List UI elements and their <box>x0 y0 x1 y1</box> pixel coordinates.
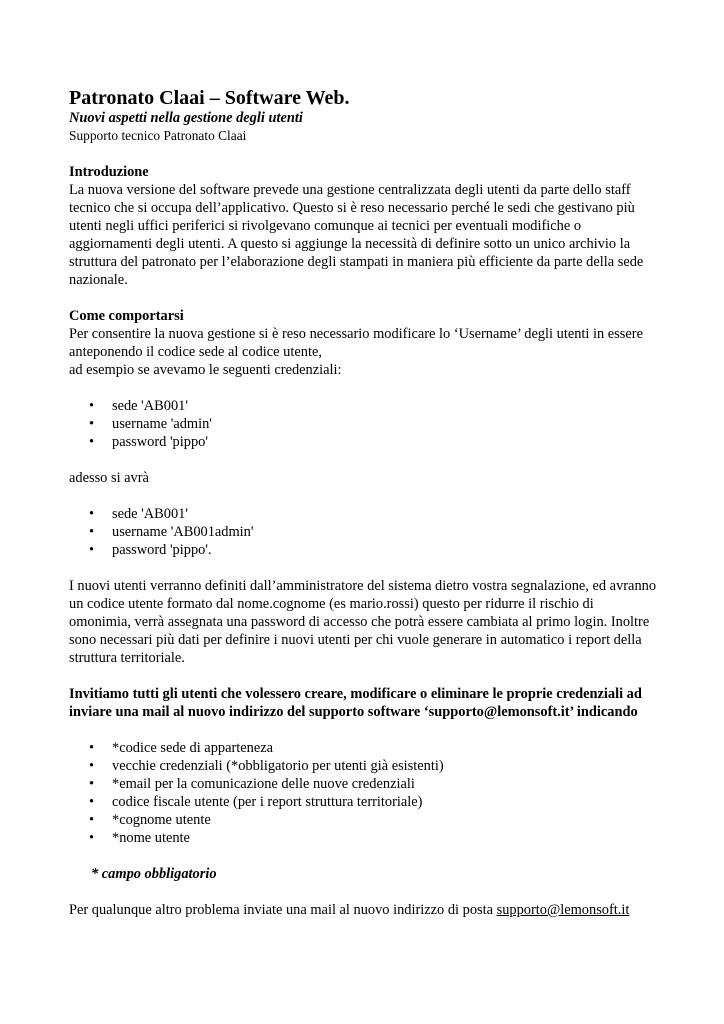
list-item: • username 'AB001admin' <box>69 523 659 541</box>
list-item: • *cognome utente <box>69 811 659 829</box>
required-fields-list <box>69 739 659 847</box>
mandatory-note: * campo obbligatorio <box>91 866 217 882</box>
list-item: • username 'admin' <box>69 415 659 433</box>
list-item: • sede 'AB001' <box>69 397 659 415</box>
invite-paragraph: Invitiamo tutti gli utenti che volessero creare, modificare o eliminare le proprie credenziali ad inviare una mail al nuovo indirizzo del supporto software ‘supporto@lemonsoft.it’ indicando <box>69 686 642 720</box>
behaviour-heading: Come comportarsi <box>69 308 184 324</box>
list-item: • sede 'AB001' <box>69 505 659 523</box>
list-item: • *nome utente <box>69 829 659 847</box>
list-item: • password 'pippo' <box>69 433 659 451</box>
footer-text: Per qualunque altro problema inviate una mail al nuovo indirizzo di posta <box>69 902 497 918</box>
list-item: • codice fiscale utente (per i report struttura territoriale) <box>69 793 659 811</box>
document-content <box>69 86 659 919</box>
support-email-link[interactable]: supporto@lemonsoft.it <box>496 902 630 918</box>
footer-paragraph <box>69 901 659 919</box>
list-item: • vecchie credenziali (*obbligatorio per utenti già esistenti) <box>69 757 659 775</box>
document-author: Supporto tecnico Patronato Claai <box>69 128 247 143</box>
document-subtitle: Nuovi aspetti nella gestione degli utenti <box>69 110 303 126</box>
list-item: • *email per la comunicazione delle nuove credenziali <box>69 775 659 793</box>
list-item: • *codice sede di apparteneza <box>69 739 659 757</box>
behaviour-paragraph: Per consentire la nuova gestione si è reso necessario modificare lo ‘Username’ degli utenti in essere anteponendo il codice sede al codice utente, <box>69 326 643 360</box>
example-intro: ad esempio se avevamo le seguenti credenziali: <box>69 362 342 378</box>
intro-heading: Introduzione <box>69 164 149 180</box>
document-title: Patronato Claai – Software Web. <box>69 87 350 109</box>
new-users-paragraph: I nuovi utenti verranno definiti dall’amministratore del sistema dietro vostra segnalazione, ed avranno un codice utente formato dal nome.cognome (es mario.rossi) questo per ridurre il rischio di omonimia, verrà assegnata una password di accesso che potrà essere cambiata al primo login. Inoltre sono necessari più dati per definire i nuovi utenti per chi vuole generare in automatico i report della struttura territoriale. <box>69 578 657 666</box>
new-credentials-list <box>69 505 659 559</box>
now-label: adesso si avrà <box>69 470 149 486</box>
old-credentials-list <box>69 397 659 451</box>
intro-paragraph: La nuova versione del software prevede una gestione centralizzata degli utenti da parte dello staff tecnico che si occupa dell’applicativo. Questo si è reso necessario perché le sedi che gestivano più utenti negli uffici periferici si rivolgevano comunque ai tecnici per eventuali modifiche o aggiornamenti degli utenti. A questo si aggiunge la necessità di definire sotto un unico archivio la struttura del patronato per l’elaborazione degli stampati in maniera più efficiente da parte della sede nazionale. <box>69 182 644 288</box>
list-item: • password 'pippo'. <box>69 541 659 559</box>
